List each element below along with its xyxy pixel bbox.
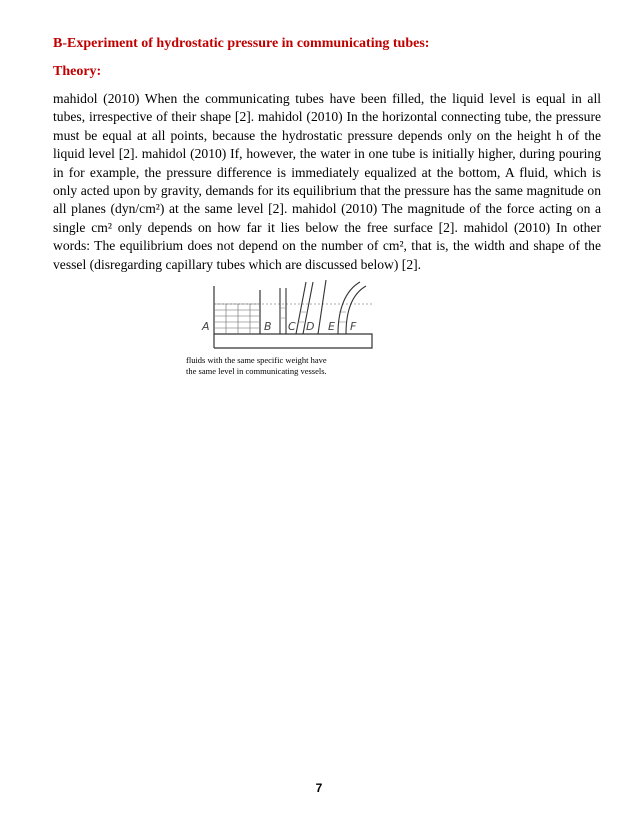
label-e: E bbox=[328, 320, 335, 333]
label-d: D bbox=[306, 320, 315, 333]
section-heading: B-Experiment of hydrostatic pressure in communicating tubes: bbox=[53, 36, 430, 51]
communicating-vessels-diagram bbox=[200, 278, 376, 356]
communicating-vessels-figure bbox=[200, 278, 376, 356]
theory-paragraph: mahidol (2010) When the communicating tubes have been filled, the liquid level is equal in all tubes, irrespective of their shape [2]. mahidol (2010) In the horizontal connecting tube, the pressure must be equal at all points, because the hydrostatic pressure depends only on the height h of the liquid level [2]. mahidol (2010) If, however, the water in one tube is initially higher, during pouring in for example, the pressure difference is immediately equalized at the bottom, A fluid, which is only acted upon by gravity, demands for its equilibrium that the pressure has the same magnitude on all planes (dyn/cm²) at the same level [2]. mahidol (2010) The magnitude of the force acting on a single cm² only depends on how far it lies below the free surface [2]. mahidol (2010) In other words: The equilibrium does not depend on the number of cm², that is, the width and shape of the vessel (disregarding capillary tubes which are discussed below) [2]. bbox=[53, 91, 601, 272]
label-c: C bbox=[288, 320, 296, 333]
vessel-a-liquid bbox=[215, 304, 259, 334]
figure-caption bbox=[186, 355, 406, 377]
theory-subheading: Theory: bbox=[53, 64, 102, 79]
connecting-tube bbox=[214, 334, 372, 348]
tube-e-wall-left bbox=[318, 280, 326, 334]
label-f: F bbox=[350, 320, 357, 333]
caption-line-1: fluids with the same specific weight have bbox=[186, 355, 327, 365]
caption-line-2: the same level in communicating vessels. bbox=[186, 366, 327, 376]
label-a: A bbox=[202, 320, 210, 333]
label-b: B bbox=[264, 320, 272, 333]
page-number: 7 bbox=[315, 781, 323, 795]
